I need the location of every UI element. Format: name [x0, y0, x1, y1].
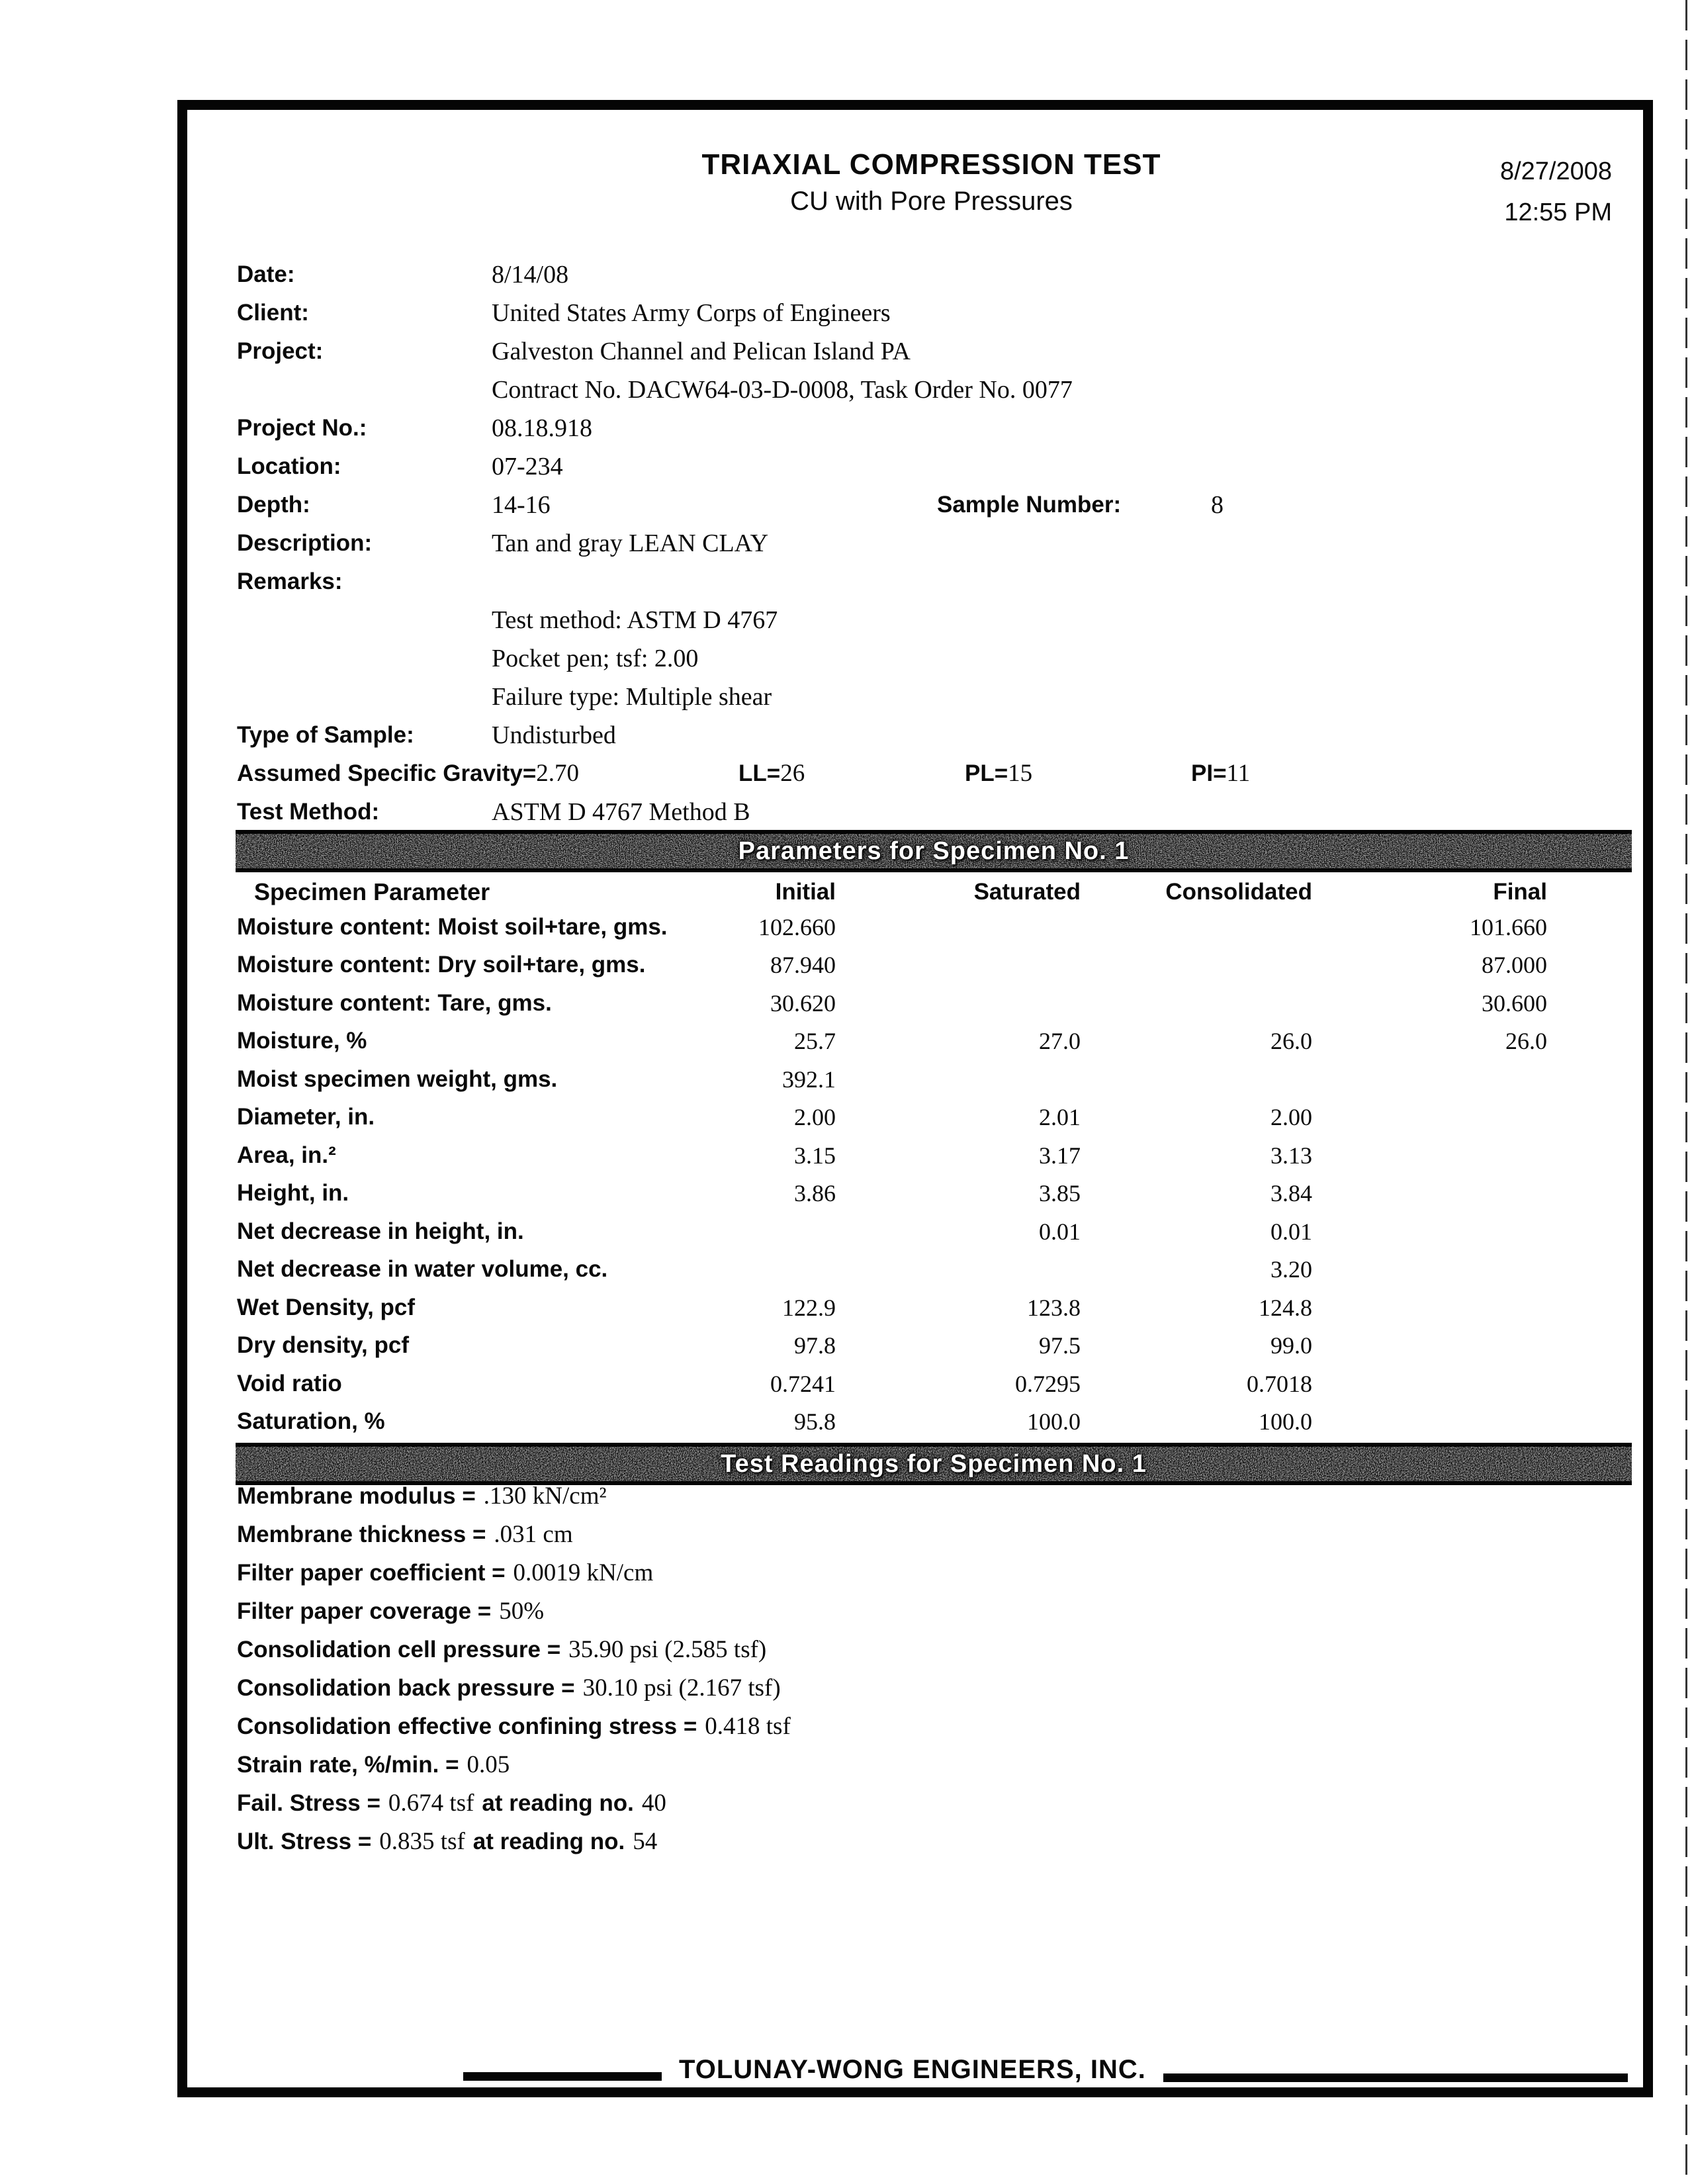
reading-label: Membrane modulus = — [237, 1483, 476, 1509]
param-final: 101.660 — [1470, 913, 1547, 940]
param-consolidated: 124.8 — [1259, 1294, 1312, 1321]
info-label: Depth: — [237, 492, 310, 518]
param-label: Area, in.² — [237, 1142, 336, 1168]
reading-label: Consolidation effective confining stress = — [237, 1713, 697, 1739]
info-value: ASTM D 4767 Method B — [492, 798, 750, 826]
param-consolidated: 26.0 — [1270, 1028, 1312, 1055]
reading-label: Filter paper coverage = — [237, 1598, 492, 1624]
param-initial: 25.7 — [794, 1028, 836, 1055]
reading-row — [237, 1823, 1560, 1861]
sample-number-label: Sample Number: — [937, 492, 1122, 518]
info-label: Location: — [237, 453, 341, 479]
param-row — [237, 984, 1547, 1023]
reading-row — [237, 1784, 1560, 1823]
info-value: Test method: ASTM D 4767 — [492, 606, 778, 634]
param-saturated: 97.5 — [1039, 1332, 1081, 1359]
info-row-pocket-pen — [237, 639, 1560, 678]
reading-label: Fail. Stress = — [237, 1790, 380, 1816]
param-label: Moisture, % — [237, 1028, 367, 1054]
param-label: Net decrease in water volume, cc. — [237, 1256, 608, 1283]
company-name: TOLUNAY-WONG ENGINEERS, INC. — [679, 2054, 1146, 2084]
param-row — [237, 1099, 1547, 1137]
info-row-specific-gravity — [237, 754, 1560, 793]
param-label: Dry density, pcf — [237, 1332, 409, 1359]
print-datetime — [1390, 151, 1612, 233]
pi-field — [1191, 754, 1250, 797]
param-initial: 102.660 — [758, 913, 836, 940]
col-header-saturated: Saturated — [973, 879, 1081, 905]
param-label: Height, in. — [237, 1180, 349, 1206]
reading-label: Consolidation back pressure = — [237, 1675, 575, 1701]
param-saturated: 2.01 — [1039, 1104, 1081, 1131]
info-row-remarks — [237, 563, 1560, 601]
param-saturated: 0.7295 — [1015, 1370, 1081, 1397]
param-consolidated: 3.20 — [1270, 1256, 1312, 1283]
info-value: Pocket pen; tsf: 2.00 — [492, 645, 699, 672]
reading-label: Consolidation cell pressure = — [237, 1637, 561, 1662]
ll-value: 26 — [780, 760, 805, 787]
info-row-project — [237, 332, 1560, 371]
info-row-depth — [237, 486, 1560, 524]
reading-value: 0.0019 kN/cm — [513, 1559, 654, 1586]
info-value: Contract No. DACW64-03-D-0008, Task Order No. 0077 — [492, 376, 1073, 404]
param-row — [237, 1023, 1547, 1061]
info-value: 07-234 — [492, 453, 563, 480]
param-initial: 95.8 — [794, 1408, 836, 1435]
param-row — [237, 1212, 1547, 1251]
info-label: Client: — [237, 300, 309, 326]
info-label: Remarks: — [237, 569, 343, 594]
report-subtitle: CU with Pore Pressures — [790, 187, 1073, 216]
info-label: Description: — [237, 530, 373, 556]
info-value: United States Army Corps of Engineers — [492, 299, 891, 327]
param-initial: 3.86 — [794, 1180, 836, 1207]
info-row-date — [237, 255, 1560, 294]
param-saturated: 27.0 — [1039, 1028, 1081, 1055]
info-value: Undisturbed — [492, 721, 616, 749]
report-title: TRIAXIAL COMPRESSION TEST — [701, 148, 1161, 181]
pl-field — [965, 754, 1032, 797]
param-row — [237, 946, 1547, 985]
reading-row — [237, 1746, 1560, 1784]
reading-label-2: at reading no. — [472, 1829, 625, 1854]
info-value: 8/14/08 — [492, 261, 569, 289]
param-label: Moist specimen weight, gms. — [237, 1066, 558, 1092]
param-saturated: 3.17 — [1039, 1142, 1081, 1169]
print-time: 12:55 PM — [1504, 199, 1612, 226]
pi-label: PI= — [1191, 760, 1227, 786]
param-saturated: 0.01 — [1039, 1218, 1081, 1245]
param-row — [237, 1060, 1547, 1099]
params-table — [237, 876, 1547, 1441]
param-label: Moisture content: Dry soil+tare, gms. — [237, 952, 646, 978]
param-saturated: 3.85 — [1039, 1180, 1081, 1207]
reading-row — [237, 1592, 1560, 1631]
reading-label: Filter paper coefficient = — [237, 1560, 506, 1586]
reading-row — [237, 1631, 1560, 1669]
pl-label: PL= — [965, 760, 1008, 786]
param-final: 30.600 — [1482, 989, 1547, 1017]
param-initial: 30.620 — [770, 989, 836, 1017]
param-final: 87.000 — [1482, 952, 1547, 979]
param-row — [237, 1251, 1547, 1289]
report-footer — [463, 2048, 1628, 2091]
param-saturated: 123.8 — [1027, 1294, 1081, 1321]
info-label: Test Method: — [237, 799, 380, 825]
info-row-location — [237, 447, 1560, 486]
sample-number-value: 8 — [1211, 491, 1224, 519]
col-header-consolidated: Consolidated — [1165, 879, 1312, 905]
info-value: 08.18.918 — [492, 414, 592, 442]
param-consolidated: 3.84 — [1270, 1180, 1312, 1207]
info-row-type-of-sample — [237, 716, 1560, 754]
param-label: Net decrease in height, in. — [237, 1218, 524, 1244]
reading-value: 0.674 tsf — [388, 1790, 474, 1817]
reading-label-2: at reading no. — [482, 1790, 634, 1816]
param-initial: 3.15 — [794, 1142, 836, 1169]
param-initial: 0.7241 — [770, 1370, 836, 1397]
param-consolidated: 0.01 — [1270, 1218, 1312, 1245]
param-consolidated: 3.13 — [1270, 1142, 1312, 1169]
param-saturated: 100.0 — [1027, 1408, 1081, 1435]
reading-value: 50% — [499, 1598, 545, 1625]
param-row — [237, 1365, 1547, 1403]
param-consolidated: 0.7018 — [1247, 1370, 1312, 1397]
params-table-header — [237, 876, 1547, 908]
info-row-test-method-note — [237, 601, 1560, 639]
footer-rule-left — [463, 2072, 662, 2081]
gravity-value: 2.70 — [536, 760, 580, 787]
reading-row — [237, 1477, 1560, 1516]
reading-value-2: 40 — [641, 1790, 666, 1817]
param-row — [237, 1175, 1547, 1213]
param-initial: 2.00 — [794, 1104, 836, 1131]
param-row — [237, 1136, 1547, 1175]
info-label: Project No.: — [237, 415, 367, 441]
param-label: Moisture content: Tare, gms. — [237, 989, 552, 1016]
footer-rule-right — [1163, 2073, 1628, 2082]
ll-label: LL= — [738, 760, 781, 786]
col-header-final: Final — [1493, 879, 1547, 905]
readings-band-title: Test Readings for Specimen No. 1 — [721, 1450, 1147, 1478]
param-initial: 122.9 — [782, 1294, 836, 1321]
reading-value: .130 kN/cm² — [483, 1482, 607, 1510]
param-initial: 87.940 — [770, 952, 836, 979]
reading-value: 0.05 — [467, 1751, 510, 1778]
reading-label: Membrane thickness = — [237, 1522, 486, 1547]
info-row-project-no — [237, 409, 1560, 447]
info-section — [237, 255, 1560, 831]
reading-row — [237, 1707, 1560, 1746]
info-label: Date: — [237, 261, 295, 287]
readings-section — [237, 1477, 1560, 1861]
param-label: Void ratio — [237, 1370, 342, 1396]
param-consolidated: 2.00 — [1270, 1104, 1312, 1131]
col-header-specimen-parameter: Specimen Parameter — [254, 878, 490, 905]
param-row — [237, 1327, 1547, 1365]
reading-value: .031 cm — [494, 1521, 573, 1548]
pi-value: 11 — [1226, 760, 1251, 787]
param-row — [237, 1403, 1547, 1441]
reading-row — [237, 1554, 1560, 1592]
param-label: Wet Density, pcf — [237, 1294, 416, 1320]
param-initial: 97.8 — [794, 1332, 836, 1359]
param-consolidated: 100.0 — [1259, 1408, 1312, 1435]
param-label: Moisture content: Moist soil+tare, gms. — [237, 913, 668, 940]
params-band — [236, 830, 1632, 872]
info-label: Type of Sample: — [237, 722, 414, 748]
param-label: Diameter, in. — [237, 1104, 375, 1130]
param-row — [237, 1289, 1547, 1327]
reading-value: 35.90 psi (2.585 tsf) — [568, 1636, 767, 1663]
readings-band — [236, 1443, 1632, 1485]
param-consolidated: 99.0 — [1270, 1332, 1312, 1359]
reading-row — [237, 1669, 1560, 1707]
reading-value-2: 54 — [633, 1828, 658, 1855]
param-label: Saturation, % — [237, 1408, 385, 1435]
param-final: 26.0 — [1505, 1028, 1547, 1055]
col-header-initial: Initial — [775, 879, 836, 905]
info-value: Tan and gray LEAN CLAY — [492, 529, 769, 557]
gravity-label: Assumed Specific Gravity= — [237, 760, 537, 786]
pl-value: 15 — [1008, 760, 1033, 787]
param-row — [237, 908, 1547, 946]
reading-row — [237, 1516, 1560, 1554]
reading-label: Ult. Stress = — [237, 1829, 372, 1854]
params-band-title: Parameters for Specimen No. 1 — [738, 837, 1130, 865]
info-value: Failure type: Multiple shear — [492, 683, 772, 711]
reading-value: 30.10 psi (2.167 tsf) — [582, 1674, 781, 1702]
scan-artifact-line — [1685, 0, 1687, 2184]
info-row-description — [237, 524, 1560, 563]
reading-label: Strain rate, %/min. = — [237, 1752, 459, 1778]
param-initial: 392.1 — [782, 1066, 836, 1093]
print-date: 8/27/2008 — [1499, 158, 1612, 185]
info-value: 14-16 — [492, 491, 551, 519]
reading-value: 0.418 tsf — [705, 1713, 791, 1740]
info-row-client — [237, 294, 1560, 332]
info-row-failure-type — [237, 678, 1560, 716]
ll-field — [738, 754, 805, 797]
info-row-contract — [237, 371, 1560, 409]
info-row-test-method — [237, 793, 1560, 831]
info-label: Project: — [237, 338, 324, 364]
reading-value: 0.835 tsf — [379, 1828, 465, 1855]
info-value: Galveston Channel and Pelican Island PA — [492, 338, 911, 365]
